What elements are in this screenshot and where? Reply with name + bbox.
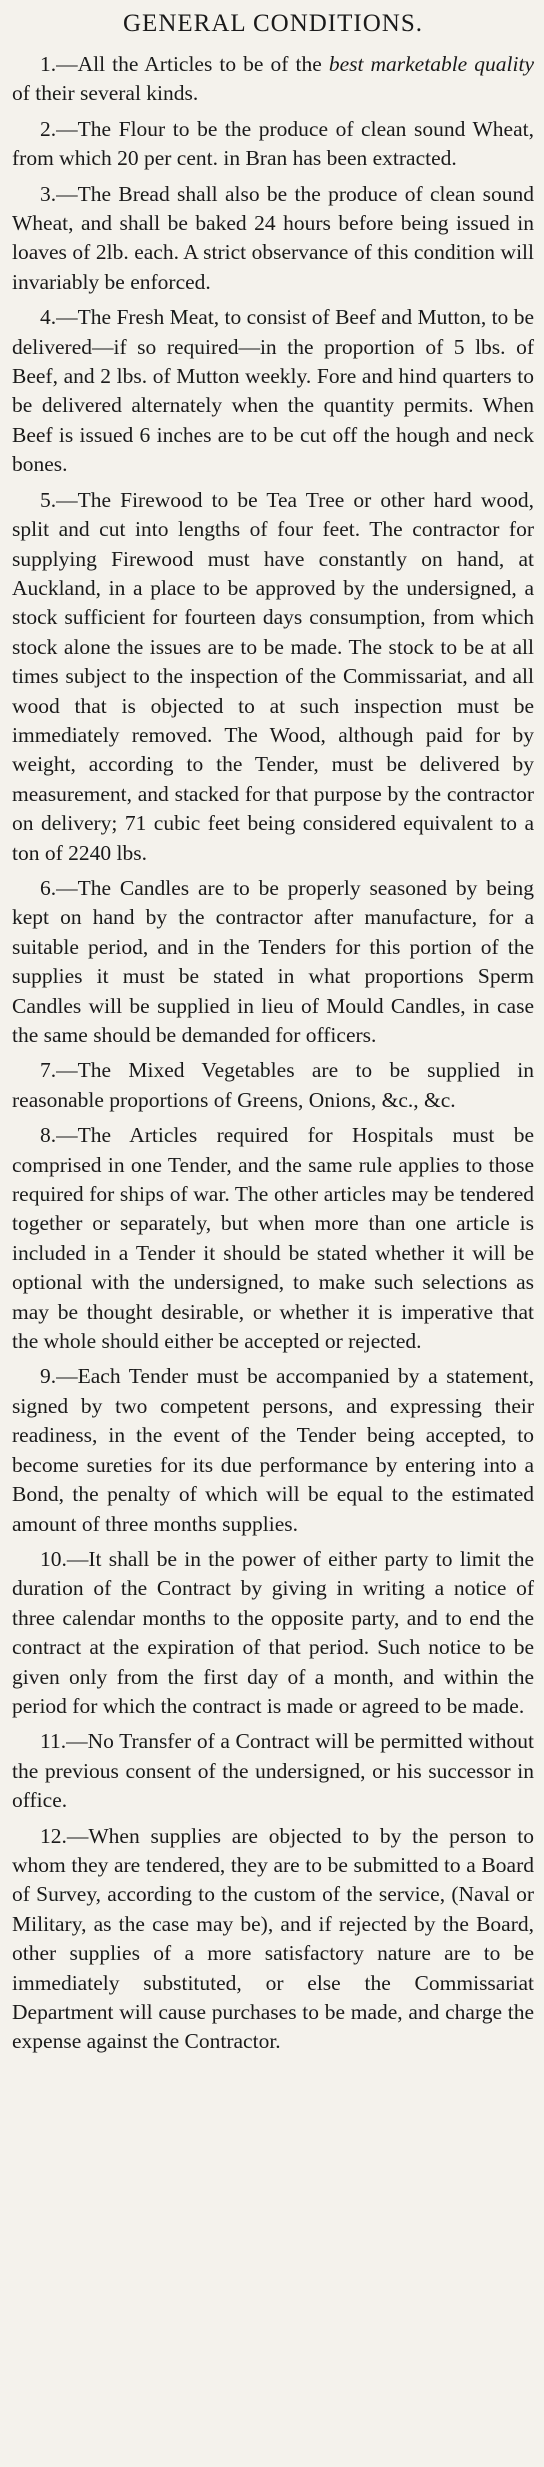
condition-number: 4. [40, 305, 57, 330]
condition-11 [12, 1727, 534, 1815]
condition-1 [12, 50, 534, 109]
condition-2 [12, 115, 534, 174]
condition-number: 6. [40, 875, 57, 900]
condition-9 [12, 1362, 534, 1538]
condition-10 [12, 1545, 534, 1721]
condition-text: —No Transfer of a Contract will be permitted without the previous consent of the undersigned, or his successor in office. [12, 1729, 534, 1813]
condition-5 [12, 486, 534, 868]
condition-number: 11. [40, 1729, 67, 1754]
condition-number: 2. [40, 116, 57, 141]
condition-8 [12, 1121, 534, 1356]
condition-number: 7. [40, 1058, 57, 1083]
condition-text: —The Articles required for Hospitals must be comprised in one Tender, and the same rule applies to those required for ships of war. The other articles may be tendered together or separately, but when more than one article is included in a Tender it should be stated whether it will be optional with the undersigned, to make such selections as may be thought desirable, or whether it is imperative that the whole should either be accepted or rejected. [12, 1123, 534, 1354]
condition-number: 8. [40, 1123, 57, 1148]
condition-number: 5. [40, 487, 57, 512]
condition-text: —The Fresh Meat, to consist of Beef and Mutton, to be delivered—if so required—in the proportion of 5 lbs. of Beef, and 2 lbs. of Mutton weekly. Fore and hind quarters to be delivered alternately when the quantity permits. When Beef is issued 6 inches are to be cut off the hough and neck bones. [12, 305, 534, 477]
condition-text: —The Mixed Vegetables are to be supplied in reasonable proportions of Greens, Onions, &c., &c. [12, 1058, 534, 1112]
condition-text: —The Candles are to be properly seasoned by being kept on hand by the contractor after manufacture, for a suitable period, and in the Tenders for this portion of the supplies it must be stated in what proportions Sperm Candles will be supplied in lieu of Mould Candles, in case the same should be demanded for officers. [12, 875, 534, 1047]
condition-text: —It shall be in the power of either party to limit the duration of the Contract by giving in writing a notice of three calendar months to the opposite party, and to end the contract at the expiration of that period. Such notice to be given only from the first day of a month, and within the period for which the contract is made or agreed to be made. [12, 1546, 534, 1718]
condition-number: 1. [40, 52, 57, 76]
condition-6 [12, 874, 534, 1050]
condition-number: 10. [40, 1546, 67, 1571]
condition-7 [12, 1056, 534, 1115]
condition-12 [12, 1822, 534, 2057]
condition-text: —The Flour to be the produce of clean sound Wheat, from which 20 per cent. in Bran has been extracted. [12, 116, 534, 171]
condition-number: 9. [40, 1364, 57, 1389]
condition-text: —The Firewood to be Tea Tree or other hard wood, split and cut into lengths of four feet. The contractor for supplying Firewood must have constantly on hand, at Auckland, in a place to be approved by the undersigned, a stock sufficient for fourteen days consumption, from which stock alone the issues are to be made. The stock to be at all times subject to the inspection of the Commissariat, and all wood that is objected to at such inspection must be immediately removed. The Wood, although paid for by weight, according to the Tender, must be delivered by measurement, and stacked for that purpose by the contractor on delivery; 71 cubic feet being considered equivalent to a ton of 2240 lbs. [12, 487, 534, 865]
condition-text-lead: —All the Articles to be of the [56, 52, 329, 76]
condition-3 [12, 180, 534, 298]
condition-text-rest: of their several kinds. [12, 81, 199, 106]
condition-text: —The Bread shall also be the produce of clean sound Wheat, and shall be baked 24 hours before being issued in loaves of 2lb. each. A strict observance of this condition will invariably be enforced. [12, 181, 534, 294]
page-title: GENERAL CONDITIONS. [123, 10, 423, 37]
condition-text-emphasis: best marketable quality [328, 52, 534, 76]
condition-text: —When supplies are objected to by the person to whom they are tendered, they are to be submitted to a Board of Survey, according to the custom of the service, (Naval or Military, as the case may be), and if rejected by the Board, other supplies of a more satisfactory nature are to be immediately substituted, or else the Commissariat Department will cause purchases to be made, and charge the expense against the Contractor. [12, 1823, 534, 2054]
condition-4 [12, 303, 534, 479]
condition-number: 3. [40, 181, 57, 206]
condition-number: 12. [40, 1823, 67, 1848]
condition-text: —Each Tender must be accompanied by a statement, signed by two competent persons, and expressing their readiness, in the event of the Tender being accepted, to become sureties for its due performance by entering into a Bond, the penalty of which will be equal to the estimated amount of three months supplies. [12, 1364, 534, 1536]
